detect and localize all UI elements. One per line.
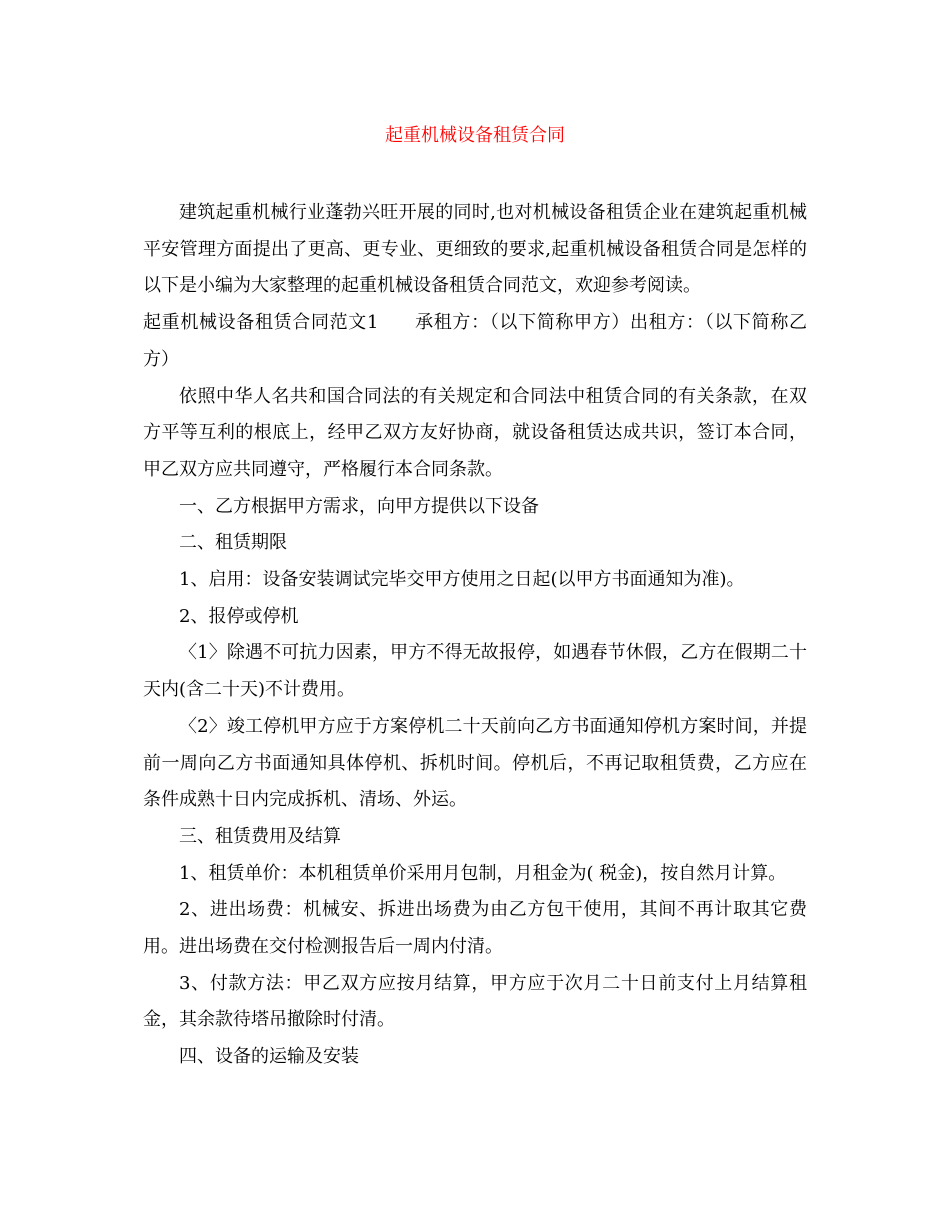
preamble-paragraph: 依照中华人名共和国合同法的有关规定和合同法中租赁合同的有关条款，在双方平等互利的根底上，经甲乙双方友好协商，就设备租赁达成共识，签订本合同，甲乙双方应共同遵守，严格履行本合同条款。	[143, 385, 807, 480]
clause-2-2: 2、报停或停机	[179, 605, 299, 627]
clause-3: 三、租赁费用及结算	[179, 825, 341, 847]
intro-paragraph: 建筑起重机械行业蓬勃兴旺开展的同时,也对机械设备租赁企业在建筑起重机械平安管理方面提出了更高、更专业、更细致的要求,起重机械设备租赁合同是怎样的以下是小编为大家整理的起重机械设备租赁合同范文，欢迎参考阅读。	[143, 202, 807, 297]
clause-2-1: 1、启用：设备安装调试完毕交甲方使用之日起(以甲方书面通知为准)。	[179, 569, 745, 591]
document-body	[143, 195, 807, 1076]
clause-3-2: 2、进出场费：机械安、拆进出场费为由乙方包干使用，其间不再计取其它费用。进出场费在交付检测报告后一周内付清。	[143, 899, 807, 958]
sample-heading-line	[143, 305, 807, 378]
clause-3-1: 1、租赁单价：本机租赁单价采用月包制，月租金为( 税金)，按自然月计算。	[179, 862, 787, 884]
clause-1: 一、乙方根据甲方需求，向甲方提供以下设备	[179, 495, 539, 517]
clause-2-2-2: 〈2〉竣工停机甲方应于方案停机二十天前向乙方书面通知停机方案时间，并提前一周向乙方书面通知具体停机、拆机时间。停机后，不再记取租赁费，乙方应在条件成熟十日内完成拆机、清场、外运。	[143, 715, 807, 811]
sample-heading: 起重机械设备租赁合同范文1	[143, 312, 379, 334]
clause-4: 四、设备的运输及安装	[179, 1046, 359, 1068]
clause-2-2-1: 〈1〉除遇不可抗力因素，甲方不得无故报停，如遇春节休假，乙方在假期二十天内(含二十天)不计费用。	[143, 642, 807, 701]
clause-2: 二、租赁期限	[179, 532, 287, 554]
clause-3-3: 3、付款方法：甲乙双方应按月结算，甲方应于次月二十日前支付上月结算租金，其余款待塔吊撤除时付清。	[143, 972, 807, 1031]
document-title: 起重机械设备租赁合同	[385, 125, 565, 146]
parties-text: 承租方：（以下简称甲方）出租方：（以下简称乙方）	[143, 312, 808, 370]
